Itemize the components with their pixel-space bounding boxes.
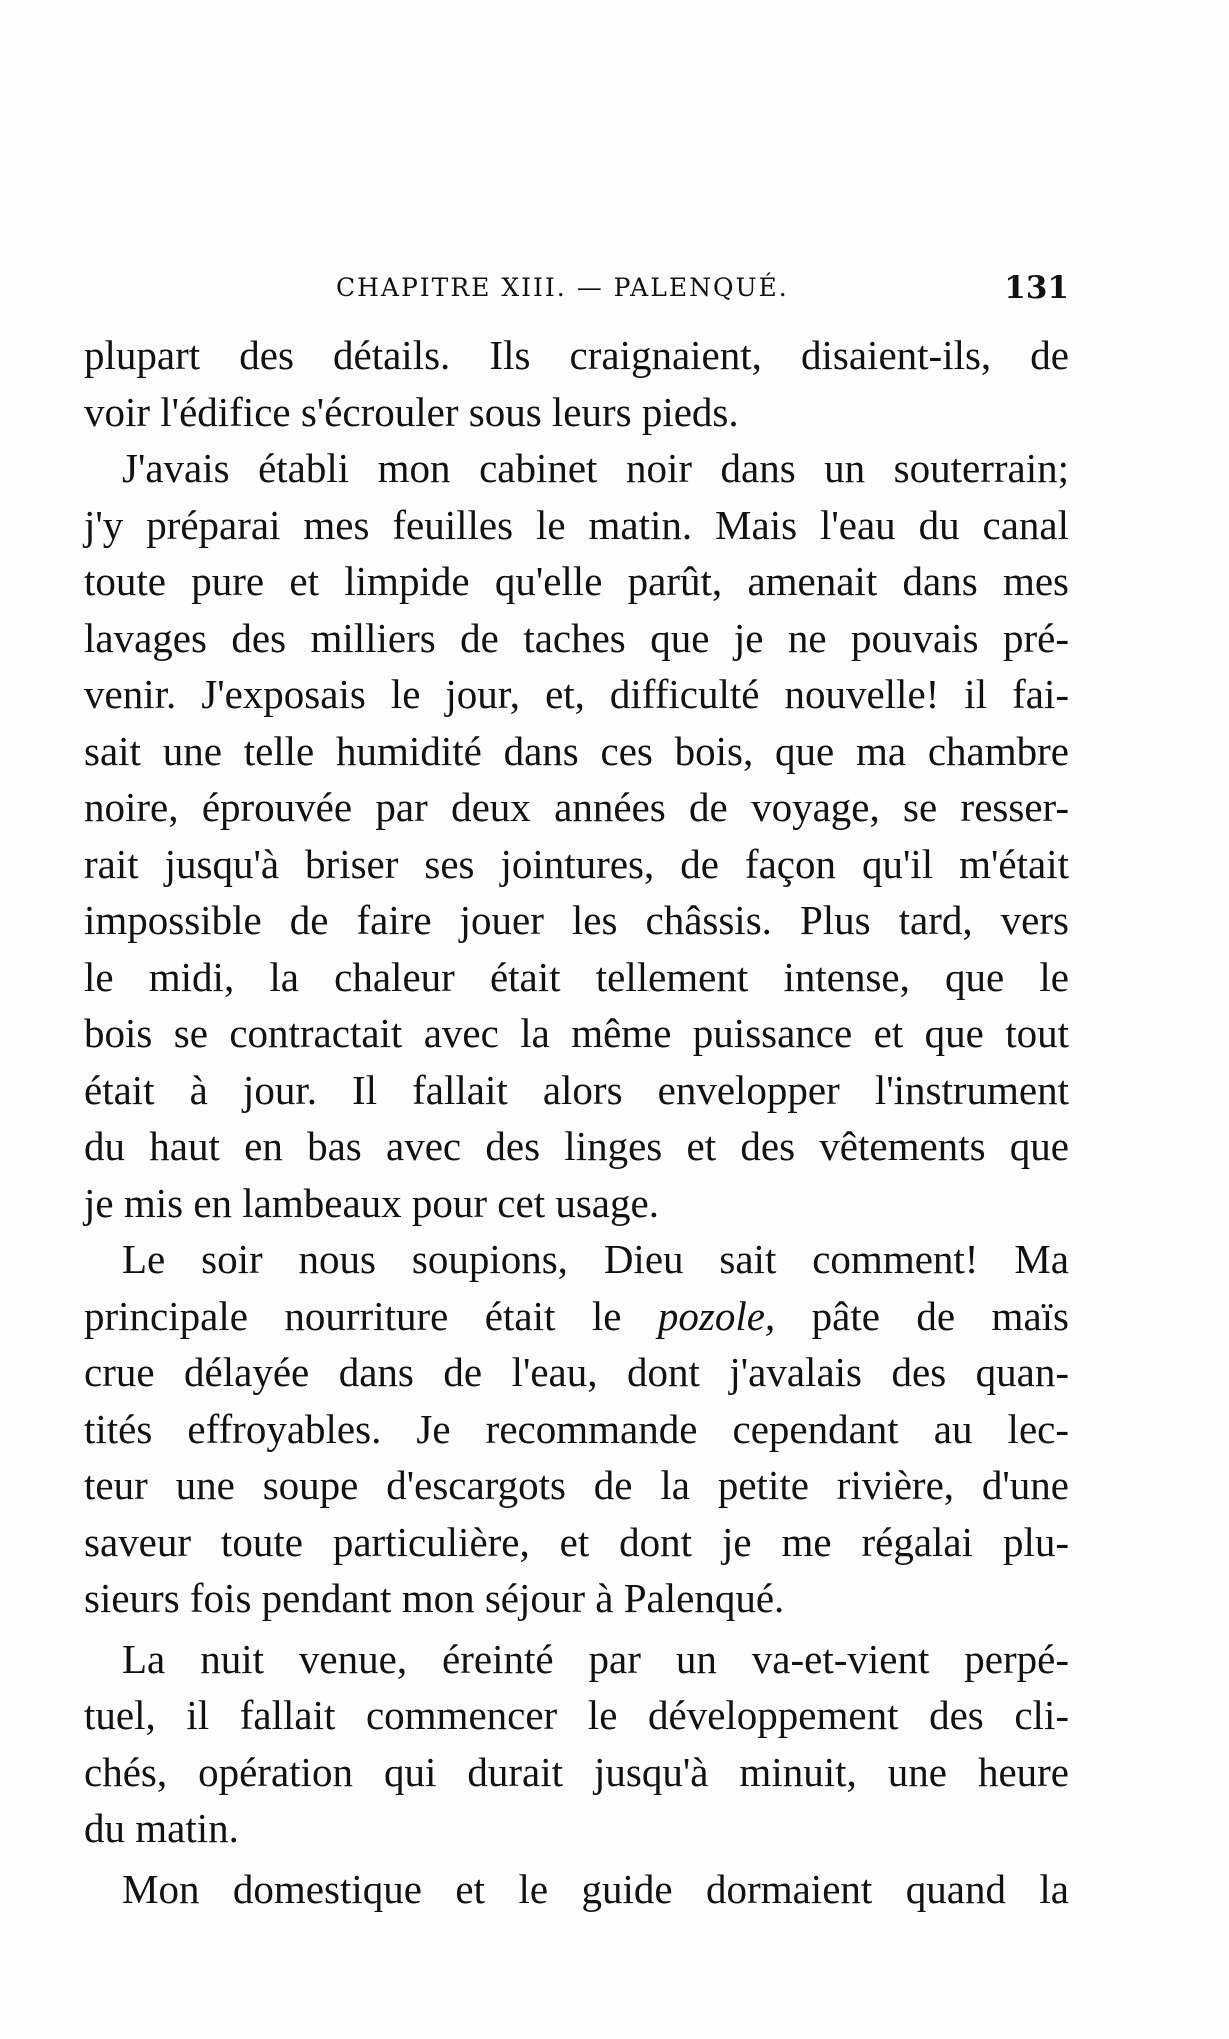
paragraph-souper bbox=[84, 1231, 1069, 1627]
text-line: du matin. bbox=[84, 1805, 239, 1851]
page-number: 131 bbox=[1004, 270, 1069, 306]
italic-term-pozole: pozole, bbox=[657, 1292, 776, 1339]
text-line: impossible de faire jouer les châssis. Plus tard, vers bbox=[84, 897, 1069, 943]
text-line: bois se contractait avec la même puissance et que tout bbox=[84, 1010, 1069, 1056]
text-line: lavages des milliers de taches que je ne pouvais pré- bbox=[84, 614, 1069, 661]
text-line: sieurs fois pendant mon séjour à Palenqué. bbox=[84, 1575, 785, 1621]
text-line: venir. J'exposais le jour, et, difficulté nouvelle! il fai- bbox=[84, 671, 1069, 717]
text-line: crue délayée dans de l'eau, dont j'avalais des quan- bbox=[84, 1349, 1069, 1395]
paragraph-continuation bbox=[84, 327, 1069, 440]
text-line: tités effroyables. Je recommande cependant au lec- bbox=[84, 1405, 1069, 1452]
text-line-with-italic bbox=[84, 1288, 1069, 1345]
text-line: saveur toute particulière, et dont je me régalai plu- bbox=[84, 1518, 1069, 1565]
text-line: La nuit venue, éreinté par un va-et-vient perpé- bbox=[122, 1635, 1069, 1682]
paragraph-nuit bbox=[84, 1631, 1069, 1857]
text-line: toute pure et limpide qu'elle parût, amenait dans mes bbox=[84, 558, 1069, 604]
text-line: voir l'édifice s'écrouler sous leurs pieds. bbox=[84, 388, 739, 435]
running-header bbox=[84, 268, 1069, 308]
paragraph-cabinet-noir bbox=[84, 440, 1069, 1231]
text-line: Le soir nous soupions, Dieu sait comment! Ma bbox=[122, 1236, 1069, 1282]
body-text bbox=[84, 327, 1069, 1917]
text-line: noire, éprouvée par deux années de voyage, se resser- bbox=[84, 784, 1069, 830]
running-title: CHAPITRE XIII. — PALENQUÉ. bbox=[336, 273, 789, 302]
text-line: Mon domestique et le guide dormaient quand la bbox=[122, 1865, 1069, 1912]
text-segment: principale nourriture était le bbox=[84, 1292, 658, 1339]
text-line: J'avais établi mon cabinet noir dans un souterrain; bbox=[122, 445, 1069, 491]
text-line: teur une soupe d'escargots de la petite rivière, d'une bbox=[84, 1462, 1069, 1508]
text-line: tuel, il fallait commencer le développement des cli- bbox=[84, 1692, 1069, 1738]
text-line: rait jusqu'à briser ses jointures, de façon qu'il m'était bbox=[84, 840, 1069, 887]
text-line: j'y préparai mes feuilles le matin. Mais l'eau du canal bbox=[84, 501, 1069, 548]
text-line: je mis en lambeaux pour cet usage. bbox=[84, 1179, 659, 1226]
text-line: plupart des détails. Ils craignaient, disaient-ils, de bbox=[84, 332, 1069, 378]
text-line: chés, opération qui durait jusqu'à minuit, une heure bbox=[84, 1748, 1069, 1795]
text-line: le midi, la chaleur était tellement intense, que le bbox=[84, 953, 1069, 1000]
text-line: était à jour. Il fallait alors envelopper l'instrument bbox=[84, 1066, 1069, 1113]
text-line: du haut en bas avec des linges et des vêtements que bbox=[84, 1123, 1069, 1169]
text-line: sait une telle humidité dans ces bois, que ma chambre bbox=[84, 727, 1069, 774]
text-segment: pâte de maïs bbox=[775, 1292, 1069, 1339]
paragraph-domestique bbox=[84, 1861, 1069, 1918]
